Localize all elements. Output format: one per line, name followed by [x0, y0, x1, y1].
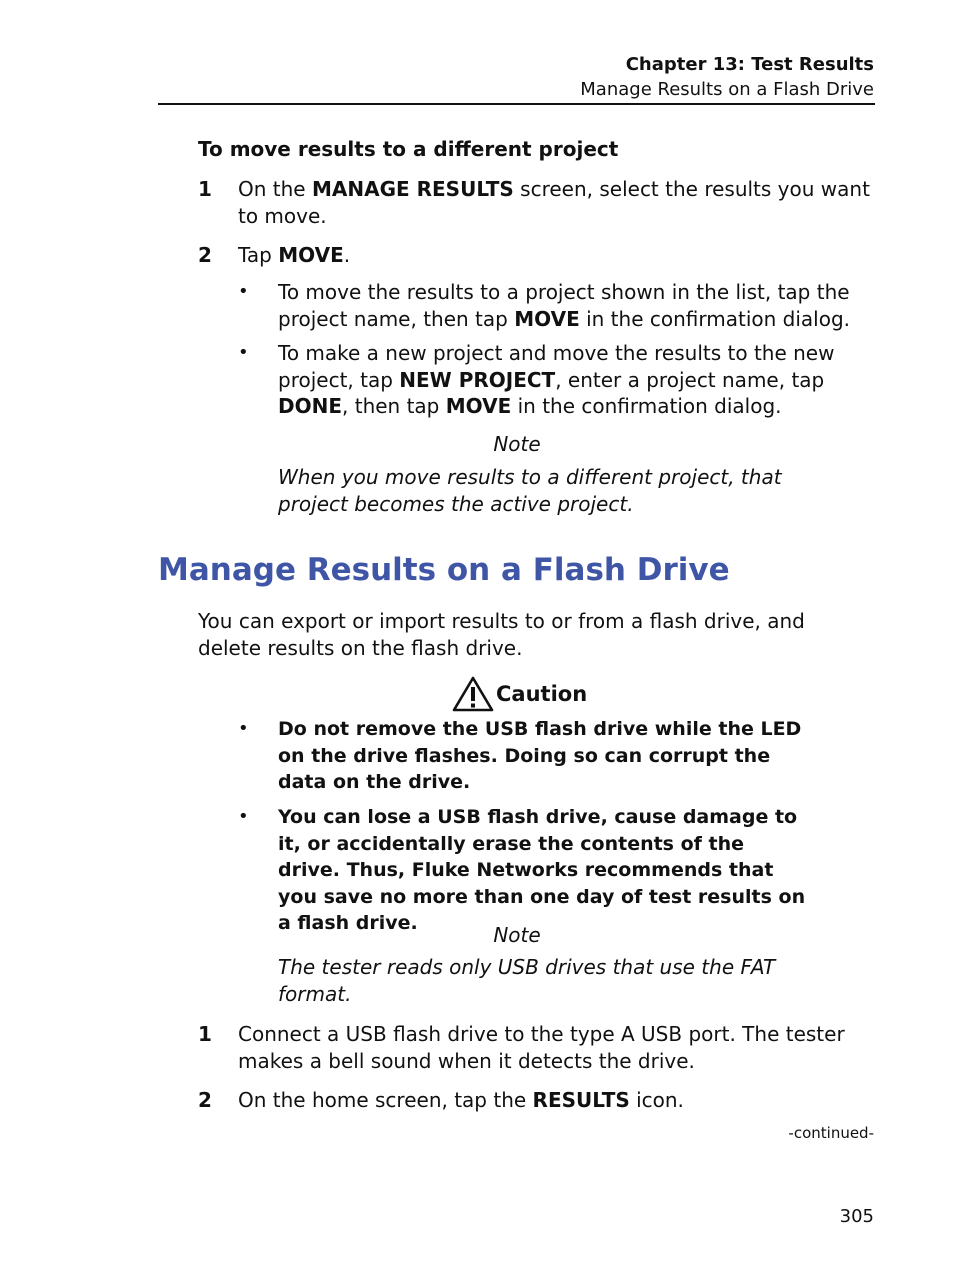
section-heading: Manage Results on a Flash Drive [158, 552, 730, 588]
warning-triangle-icon [452, 676, 494, 712]
bullet-dot: • [238, 342, 249, 363]
caution-bullet-text: You can lose a USB flash drive, cause damage to it, or accidentally erase the contents of the drive. Thus, Fluke Networks recommends that you save no more than one day of test results on a flash drive. [278, 806, 806, 934]
bullet-dot: • [238, 718, 249, 739]
step-text: On the MANAGE RESULTS screen, select the results you want to move. [238, 177, 870, 228]
step-number: 1 [198, 177, 212, 201]
bullet-text: To move the results to a project shown in the list, tap the project name, then tap MOVE in the confirmation dialog. [278, 280, 850, 331]
procedure-title: To move results to a different project [198, 137, 619, 161]
step-text: Connect a USB flash drive to the type A USB port. The tester makes a bell sound when it detects the drive. [238, 1022, 845, 1073]
intro-paragraph: You can export or import results to or from a flash drive, and delete results on the flash drive. [198, 609, 805, 660]
bullet-dot: • [238, 281, 249, 302]
page-number: 305 [839, 1206, 874, 1227]
note-text: When you move results to a different project, that project becomes the active project. [278, 465, 782, 516]
caution-bullet-text: Do not remove the USB flash drive while the LED on the drive flashes. Doing so can corrupt the data on the drive. [278, 718, 802, 793]
running-header-section: Manage Results on a Flash Drive [580, 79, 874, 100]
bullet-dot: • [238, 806, 249, 827]
step-number: 1 [198, 1022, 212, 1046]
header-rule [158, 103, 875, 105]
caution-label: Caution [496, 682, 588, 706]
note-label: Note [493, 432, 541, 456]
note-label: Note [493, 923, 541, 947]
note-text: The tester reads only USB drives that use the FAT format. [278, 955, 776, 1006]
step-text: On the home screen, tap the RESULTS icon. [238, 1088, 684, 1112]
step-text: Tap MOVE. [238, 243, 351, 267]
running-header-chapter: Chapter 13: Test Results [625, 54, 874, 75]
step-number: 2 [198, 243, 212, 267]
bullet-text: To make a new project and move the results to the new project, tap NEW PROJECT, enter a project name, tap DONE, then tap MOVE in the confirmation dialog. [278, 341, 835, 418]
caution-heading [452, 676, 587, 712]
continued-marker: -continued- [788, 1124, 874, 1142]
step-number: 2 [198, 1088, 212, 1112]
